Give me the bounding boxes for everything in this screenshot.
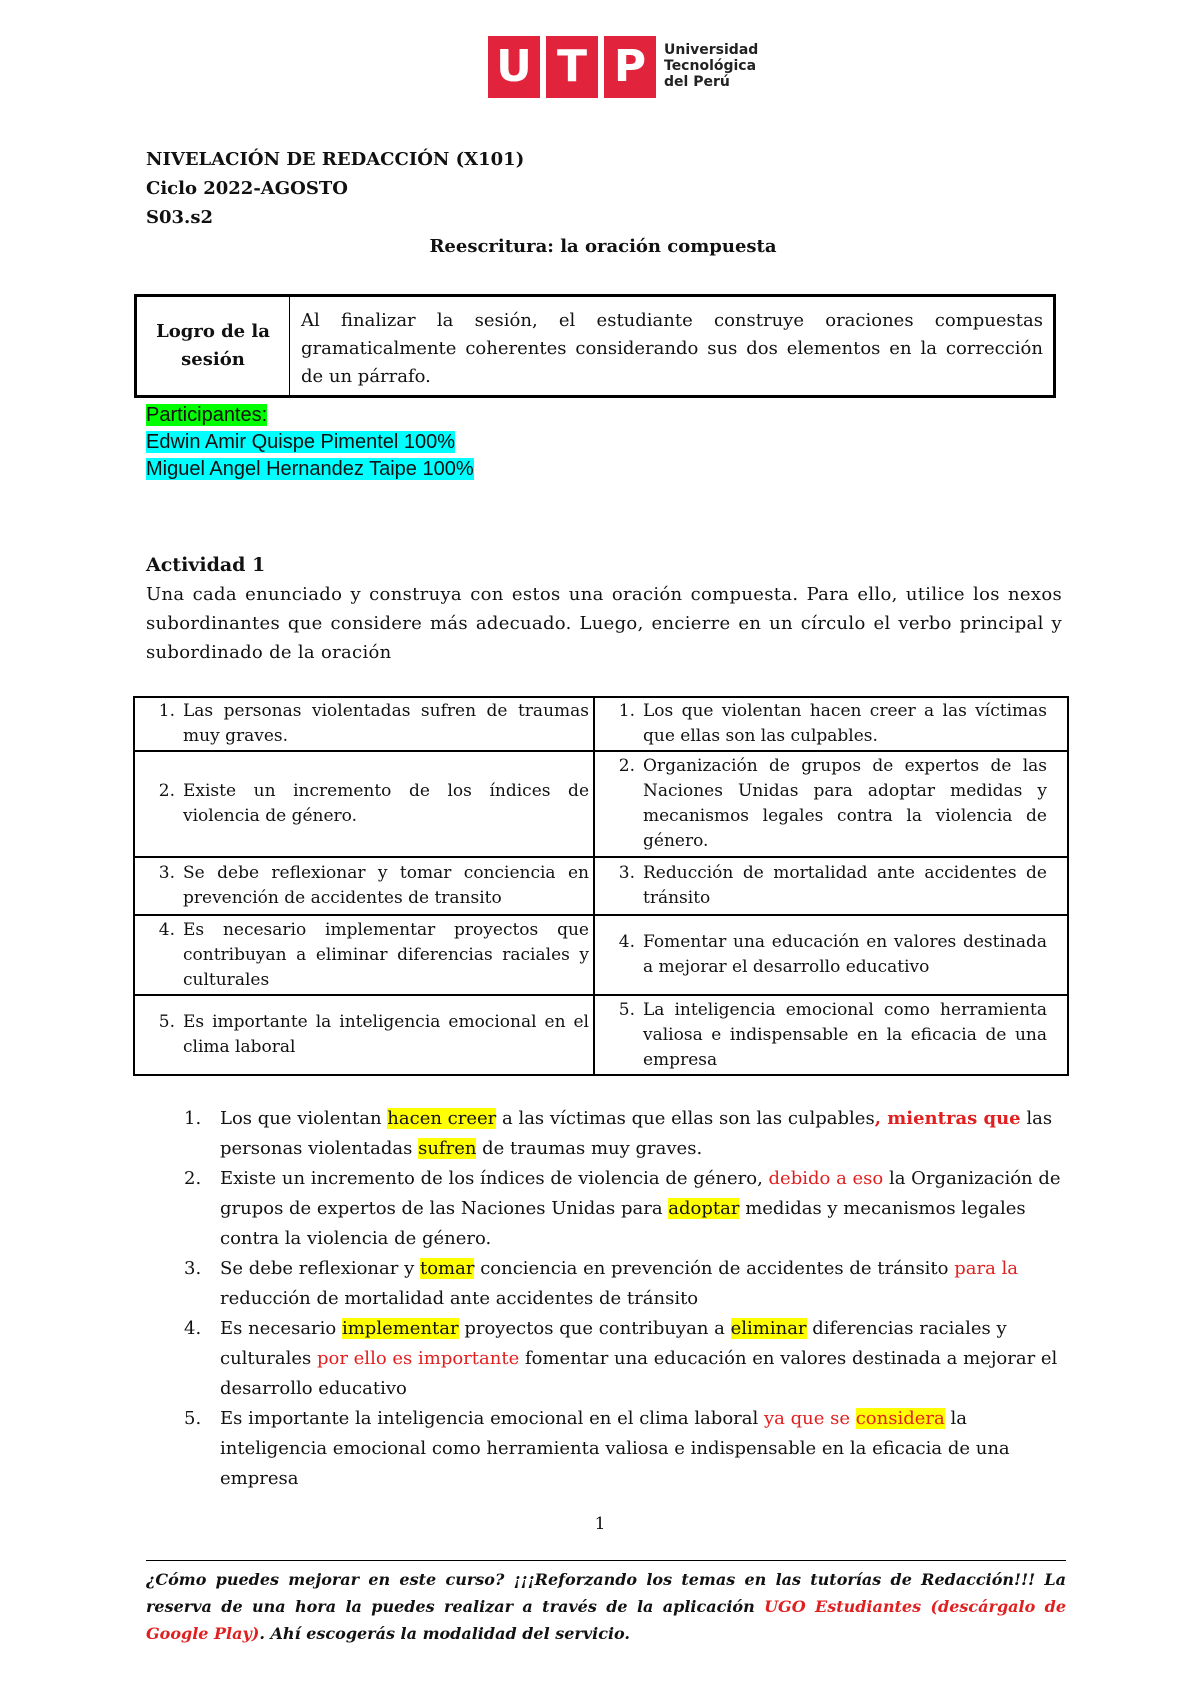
connector-phrase: ya que se	[763, 1408, 856, 1429]
answer-text: la inteligencia emocional como herramienta valiosa e indispensable en la eficacia de una empresa	[220, 1408, 1010, 1489]
table-cell-right: 5. La inteligencia emocional como herramienta valiosa e indispensable en la eficacia de una empresa	[593, 996, 1059, 1074]
highlighted-verb: hacen creer	[387, 1108, 497, 1129]
activity-description: Una cada enunciado y construya con estos una oración compuesta. Para ello, utilice los nexos subordinantes que considere más adecuado. Luego, encierre en un círculo el verbo principal y subordinado de la oración	[146, 584, 1062, 663]
highlighted-verb: implementar	[341, 1318, 459, 1339]
table-row	[135, 994, 1067, 1074]
highlighted-verb: eliminar	[730, 1318, 807, 1339]
table-cell-left: 3. Se debe reflexionar y tomar conciencia en prevención de accidentes de transito	[158, 863, 589, 908]
highlighted-verb: tomar	[419, 1258, 475, 1279]
footer-divider	[146, 1560, 1066, 1561]
answer-number: 2.	[184, 1168, 202, 1189]
participants-title: Participantes:	[146, 404, 268, 426]
answer-item	[146, 1254, 1066, 1314]
answers-list	[146, 1104, 1066, 1494]
session-goal-text: Al finalizar la sesión, el estudiante construye oraciones compuestas gramaticalmente coherentes considerando sus dos elementos en la corrección de un párrafo.	[301, 310, 1043, 387]
page-number: 1	[594, 1514, 606, 1534]
activity-title: Actividad 1	[146, 554, 266, 576]
participant-name: Edwin Amir Quispe Pimentel 100%	[146, 431, 456, 453]
logo-letter-p: P	[604, 36, 656, 98]
footer-text: ¿Cómo puedes mejorar en este curso? ¡¡¡Reforzando los temas en las tutorías de Redacción!!! La reserva de una hora la puedes realizar a través de la aplicación	[146, 1570, 1066, 1616]
session-goal-label: Logro de la sesión	[137, 297, 290, 395]
participants-block	[146, 402, 474, 483]
statements-table	[133, 696, 1069, 1076]
answer-text: Es importante la inteligencia emocional en el clima laboral	[220, 1408, 764, 1429]
table-cell-right: 2. Organización de grupos de expertos de las Naciones Unidas para adoptar medidas y mecanismos legales contra la violencia de género.	[593, 752, 1059, 856]
answer-item	[146, 1104, 1066, 1164]
answer-text: las personas violentadas	[220, 1108, 1053, 1159]
logo-letter-t: T	[546, 36, 598, 98]
table-row	[135, 750, 1067, 856]
course-title: NIVELACIÓN DE REDACCIÓN (X101)	[146, 149, 525, 170]
app-link[interactable]: UGO Estudiantes (descárgalo de Google Play)	[146, 1597, 1066, 1643]
table-cell-left: 2. Existe un incremento de los índices de violencia de género.	[158, 781, 589, 826]
highlighted-verb: considera	[855, 1408, 945, 1429]
table-cell-left: 1. Las personas violentadas sufren de traumas muy graves.	[158, 701, 589, 746]
connector-phrase: debido a eso	[768, 1168, 884, 1189]
footer-text: . Ahí escogerás la modalidad del servicio.	[259, 1624, 630, 1643]
answer-text: a las víctimas que ellas son las culpables	[496, 1108, 875, 1129]
logo-university-name: Universidad Tecnológica del Perú	[664, 42, 759, 90]
session-code: S03.s2	[146, 207, 213, 228]
answer-number: 5.	[184, 1408, 202, 1429]
utp-logo	[488, 36, 759, 98]
answer-number: 3.	[184, 1258, 202, 1279]
cycle-label: Ciclo 2022-AGOSTO	[146, 178, 348, 199]
table-cell-right: 3. Reducción de mortalidad ante accidentes de tránsito	[593, 858, 1059, 914]
table-cell-left: 4. Es necesario implementar proyectos que contribuyan a eliminar diferencias raciales y culturales	[158, 919, 589, 990]
table-cell-left: 5. Es importante la inteligencia emocional en el clima laboral	[158, 1012, 589, 1057]
highlighted-verb: adoptar	[668, 1198, 740, 1219]
table-row	[135, 914, 1067, 994]
table-row	[135, 698, 1067, 750]
answer-text: la Organización de grupos de expertos de las Naciones Unidas para	[220, 1168, 1061, 1219]
answer-text: Es necesario	[220, 1318, 342, 1339]
answer-text: Existe un incremento de los índices de violencia de género,	[220, 1168, 769, 1189]
answer-text: proyectos que contribuyan a	[458, 1318, 731, 1339]
answer-item	[146, 1404, 1066, 1494]
table-cell-right: 1. Los que violentan hacen creer a las víctimas que ellas son las culpables.	[593, 698, 1059, 750]
answer-text: conciencia en prevención de accidentes de tránsito	[474, 1258, 955, 1279]
connector-phrase: para la	[954, 1258, 1019, 1279]
participant-name: Miguel Angel Hernandez Taipe 100%	[146, 458, 474, 480]
session-goal-table	[134, 294, 1056, 398]
answer-number: 1.	[184, 1108, 202, 1129]
answer-item	[146, 1314, 1066, 1404]
answer-text: diferencias raciales y culturales	[220, 1318, 1007, 1369]
page-subtitle: Reescritura: la oración compuesta	[429, 236, 777, 257]
table-cell-right: 4. Fomentar una educación en valores destinada a mejorar el desarrollo educativo	[593, 916, 1059, 994]
answer-text: reducción de mortalidad ante accidentes de tránsito	[220, 1288, 699, 1309]
footer-note	[146, 1566, 1066, 1647]
answer-number: 4.	[184, 1318, 202, 1339]
answer-text: Los que violentan	[220, 1108, 388, 1129]
connector-phrase: por ello es importante	[316, 1348, 520, 1369]
answer-text: Se debe reflexionar y	[220, 1258, 420, 1279]
connector-phrase: , mientras que	[874, 1108, 1021, 1129]
highlighted-verb: sufren	[418, 1138, 477, 1159]
answer-text: medidas y mecanismos legales contra la violencia de género.	[220, 1198, 1026, 1249]
answer-item	[146, 1164, 1066, 1254]
logo-letter-u: U	[488, 36, 540, 98]
answer-text: de traumas muy graves.	[476, 1138, 703, 1159]
answer-text: fomentar una educación en valores destinada a mejorar el desarrollo educativo	[220, 1348, 1058, 1399]
table-row	[135, 856, 1067, 914]
